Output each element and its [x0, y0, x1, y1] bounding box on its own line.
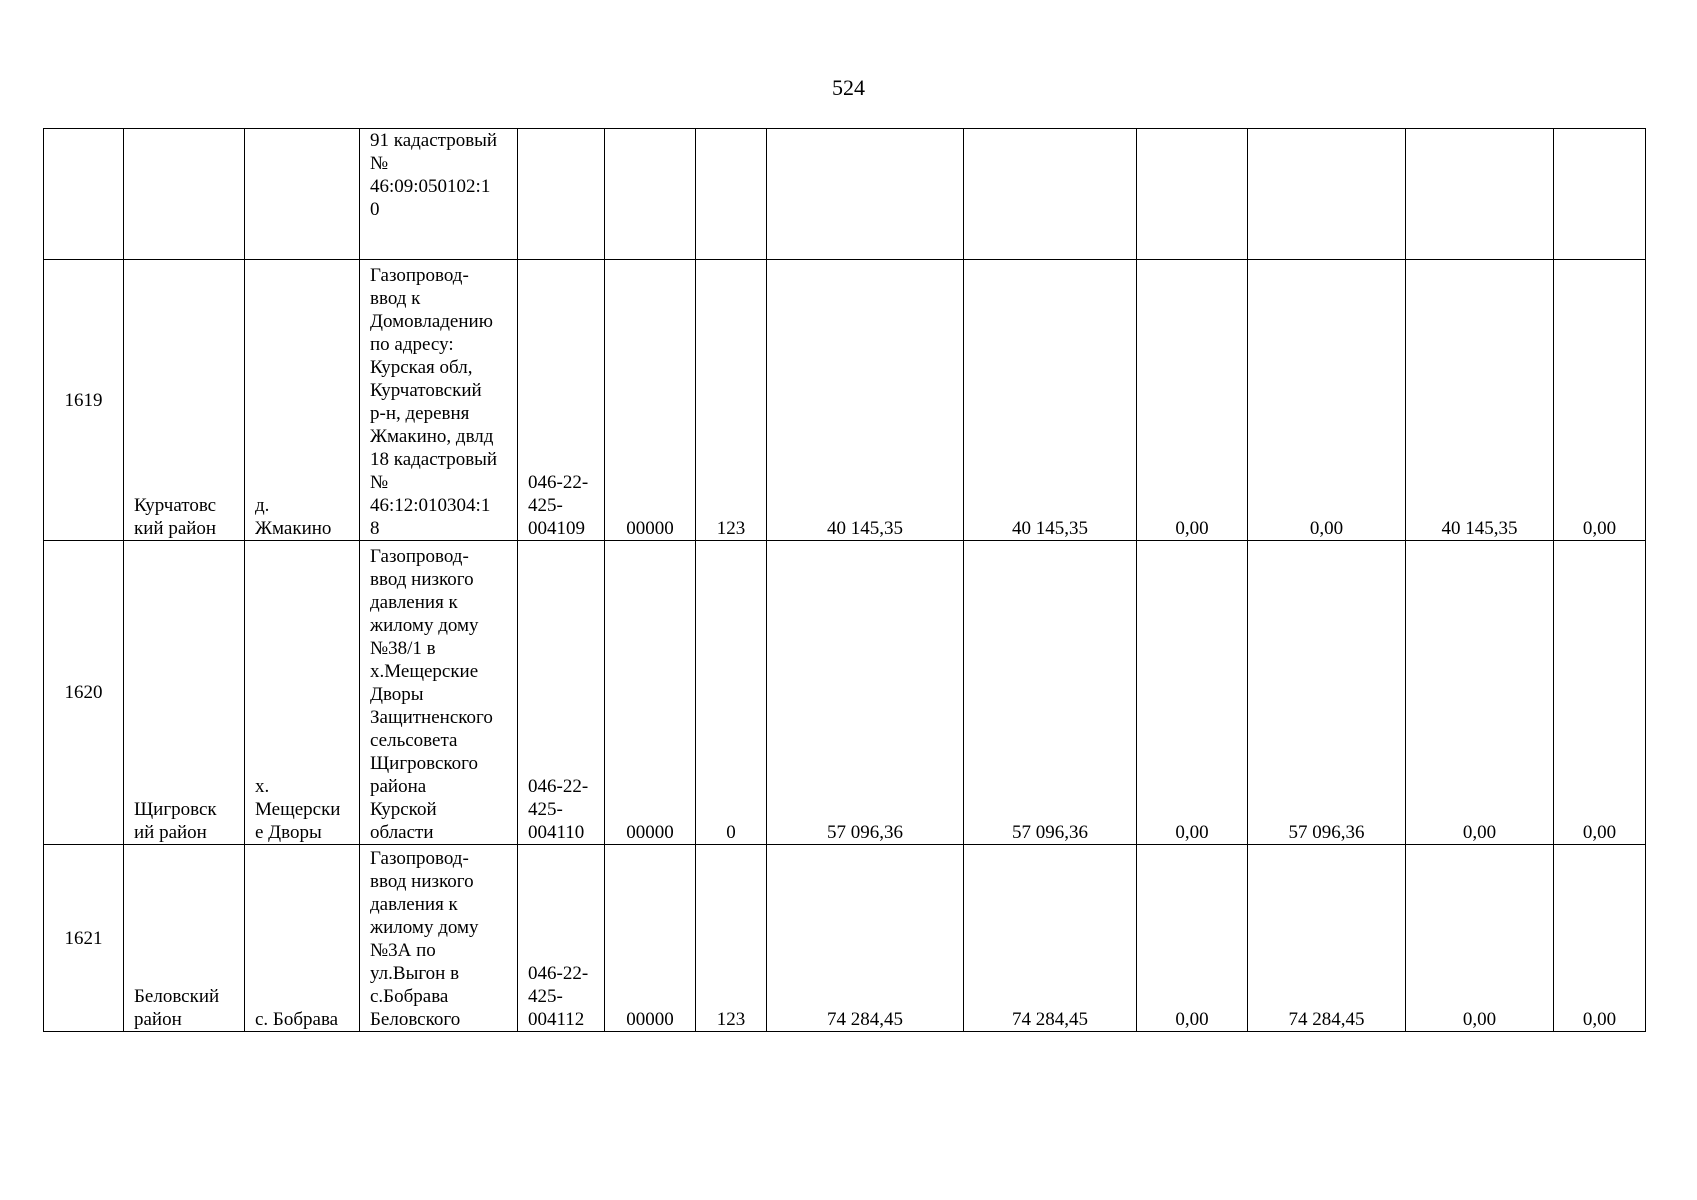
cell-c1: 00000 [605, 260, 696, 541]
table-row [44, 260, 1646, 541]
cell-num: 1621 [44, 845, 124, 1032]
table-row [44, 541, 1646, 845]
cell-num [44, 129, 124, 260]
cell-v5: 0,00 [1406, 541, 1554, 845]
cell-c2: 0 [696, 541, 767, 845]
cell-v2: 57 096,36 [964, 541, 1137, 845]
table-row [44, 845, 1646, 1032]
cell-v4: 74 284,45 [1248, 845, 1406, 1032]
cell-v6: 0,00 [1554, 260, 1646, 541]
cell-locality [245, 129, 360, 260]
cell-num: 1619 [44, 260, 124, 541]
cell-v1 [767, 129, 964, 260]
cell-c1: 00000 [605, 845, 696, 1032]
cell-v6: 0,00 [1554, 541, 1646, 845]
cell-v6: 0,00 [1554, 845, 1646, 1032]
cell-v5 [1406, 129, 1554, 260]
cell-v2: 74 284,45 [964, 845, 1137, 1032]
cell-v3: 0,00 [1137, 260, 1248, 541]
cell-c1 [605, 129, 696, 260]
cell-code: 046-22- 425- 004112 [518, 845, 605, 1032]
cell-district: Щигровск ий район [124, 541, 245, 845]
cell-num: 1620 [44, 541, 124, 845]
cell-code: 046-22- 425- 004109 [518, 260, 605, 541]
cell-v2 [964, 129, 1137, 260]
cell-description: Газопровод- ввод низкого давления к жилому дому №38/1 в х.Мещерские Дворы Защитненского сельсовета Щигровского района Курской области [360, 541, 518, 845]
cell-v4: 0,00 [1248, 260, 1406, 541]
table-row-continued [44, 129, 1646, 260]
cell-locality: х. Мещерски е Дворы [245, 541, 360, 845]
cell-v1: 40 145,35 [767, 260, 964, 541]
cell-district [124, 129, 245, 260]
cell-c1: 00000 [605, 541, 696, 845]
cell-v2: 40 145,35 [964, 260, 1137, 541]
cell-v5: 0,00 [1406, 845, 1554, 1032]
cell-v5: 40 145,35 [1406, 260, 1554, 541]
cell-district: Беловский район [124, 845, 245, 1032]
cell-locality: д. Жмакино [245, 260, 360, 541]
cell-v4 [1248, 129, 1406, 260]
cell-v1: 74 284,45 [767, 845, 964, 1032]
cell-description: Газопровод- ввод к Домовладению по адресу: Курская обл, Курчатовский р-н, деревня Жмакино, двлд 18 кадастровый № 46:12:010304:1 8 [360, 260, 518, 541]
cell-c2: 123 [696, 845, 767, 1032]
cell-v3: 0,00 [1137, 541, 1248, 845]
cell-v3 [1137, 129, 1248, 260]
cell-v4: 57 096,36 [1248, 541, 1406, 845]
cell-district: Курчатовс кий район [124, 260, 245, 541]
cell-c2 [696, 129, 767, 260]
cell-v6 [1554, 129, 1646, 260]
cell-c2: 123 [696, 260, 767, 541]
cell-description: 91 кадастровый № 46:09:050102:1 0 [360, 129, 518, 260]
cell-v3: 0,00 [1137, 845, 1248, 1032]
cell-code: 046-22- 425- 004110 [518, 541, 605, 845]
page-number: 524 [832, 75, 865, 100]
registry-table [43, 128, 1646, 1032]
cell-code [518, 129, 605, 260]
cell-locality: с. Бобрава [245, 845, 360, 1032]
cell-v1: 57 096,36 [767, 541, 964, 845]
cell-description: Газопровод- ввод низкого давления к жилому дому №3А по ул.Выгон в с.Бобрава Беловского [360, 845, 518, 1032]
